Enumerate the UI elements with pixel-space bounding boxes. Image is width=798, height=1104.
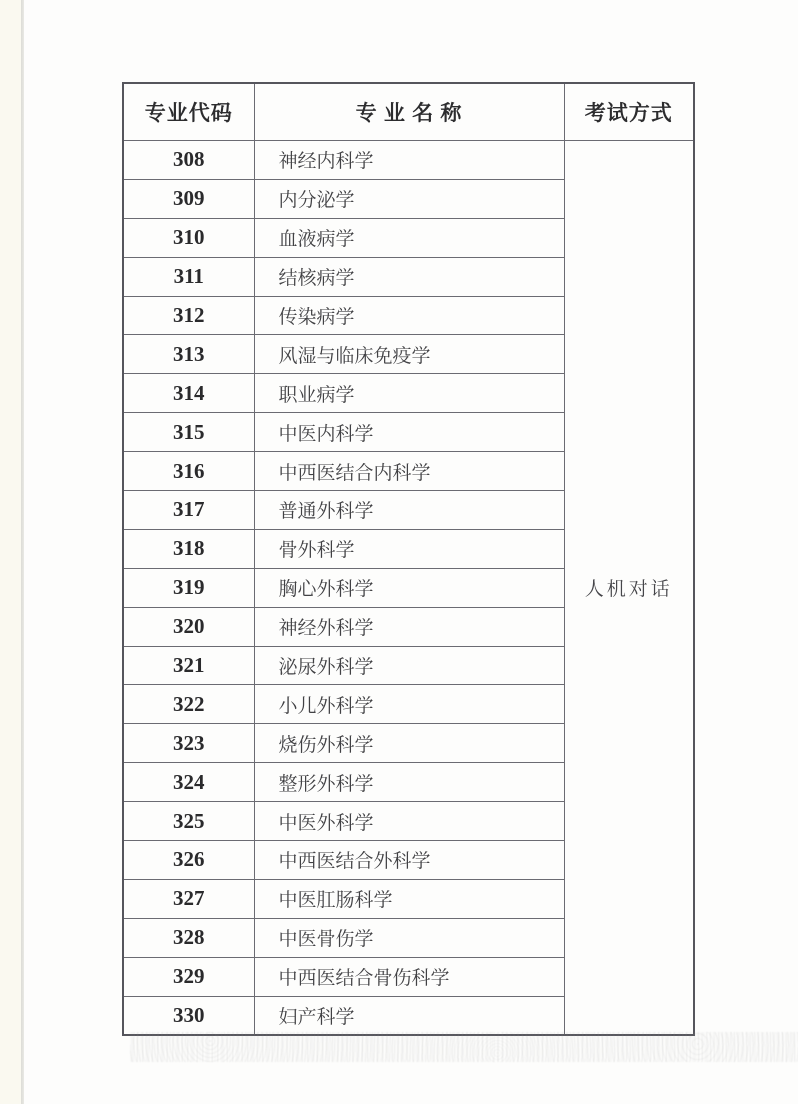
table-header-row	[123, 83, 694, 141]
code-cell: 326	[123, 841, 254, 880]
name-cell: 胸心外科学	[254, 568, 564, 607]
name-cell: 中医骨伤学	[254, 918, 564, 957]
name-cell: 骨外科学	[254, 529, 564, 568]
code-cell: 329	[123, 957, 254, 996]
name-cell: 神经内科学	[254, 141, 564, 180]
code-cell: 310	[123, 218, 254, 257]
specialty-table	[122, 82, 695, 1036]
name-cell: 烧伤外科学	[254, 724, 564, 763]
name-cell: 传染病学	[254, 296, 564, 335]
code-cell: 316	[123, 452, 254, 491]
header-specialty-code: 专业代码	[123, 83, 254, 141]
code-cell: 324	[123, 763, 254, 802]
name-cell: 中医肛肠科学	[254, 879, 564, 918]
name-cell: 中医外科学	[254, 802, 564, 841]
name-cell: 普通外科学	[254, 491, 564, 530]
code-cell: 308	[123, 141, 254, 180]
name-cell: 中西医结合外科学	[254, 841, 564, 880]
name-cell: 神经外科学	[254, 607, 564, 646]
scan-page-edge-line	[21, 0, 24, 1104]
name-cell: 内分泌学	[254, 179, 564, 218]
name-cell: 血液病学	[254, 218, 564, 257]
name-cell: 中西医结合骨伤科学	[254, 957, 564, 996]
header-exam-method: 考试方式	[564, 83, 694, 141]
code-cell: 312	[123, 296, 254, 335]
code-cell: 327	[123, 879, 254, 918]
code-cell: 315	[123, 413, 254, 452]
table-row	[123, 141, 694, 180]
name-cell: 职业病学	[254, 374, 564, 413]
code-cell: 317	[123, 491, 254, 530]
scan-left-margin	[0, 0, 21, 1104]
code-cell: 325	[123, 802, 254, 841]
name-cell: 中西医结合内科学	[254, 452, 564, 491]
name-cell: 中医内科学	[254, 413, 564, 452]
header-specialty-name: 专 业 名 称	[254, 83, 564, 141]
code-cell: 320	[123, 607, 254, 646]
code-cell: 321	[123, 646, 254, 685]
code-cell: 311	[123, 257, 254, 296]
name-cell: 风湿与临床免疫学	[254, 335, 564, 374]
code-cell: 323	[123, 724, 254, 763]
name-cell: 妇产科学	[254, 996, 564, 1035]
code-cell: 313	[123, 335, 254, 374]
name-cell: 结核病学	[254, 257, 564, 296]
name-cell: 整形外科学	[254, 763, 564, 802]
code-cell: 314	[123, 374, 254, 413]
name-cell: 泌尿外科学	[254, 646, 564, 685]
name-cell: 小儿外科学	[254, 685, 564, 724]
exam-method-cell: 人机对话	[564, 141, 694, 1036]
code-cell: 330	[123, 996, 254, 1035]
code-cell: 319	[123, 568, 254, 607]
code-cell: 322	[123, 685, 254, 724]
code-cell: 328	[123, 918, 254, 957]
scan-noise-artifact	[130, 1032, 798, 1062]
code-cell: 309	[123, 179, 254, 218]
code-cell: 318	[123, 529, 254, 568]
